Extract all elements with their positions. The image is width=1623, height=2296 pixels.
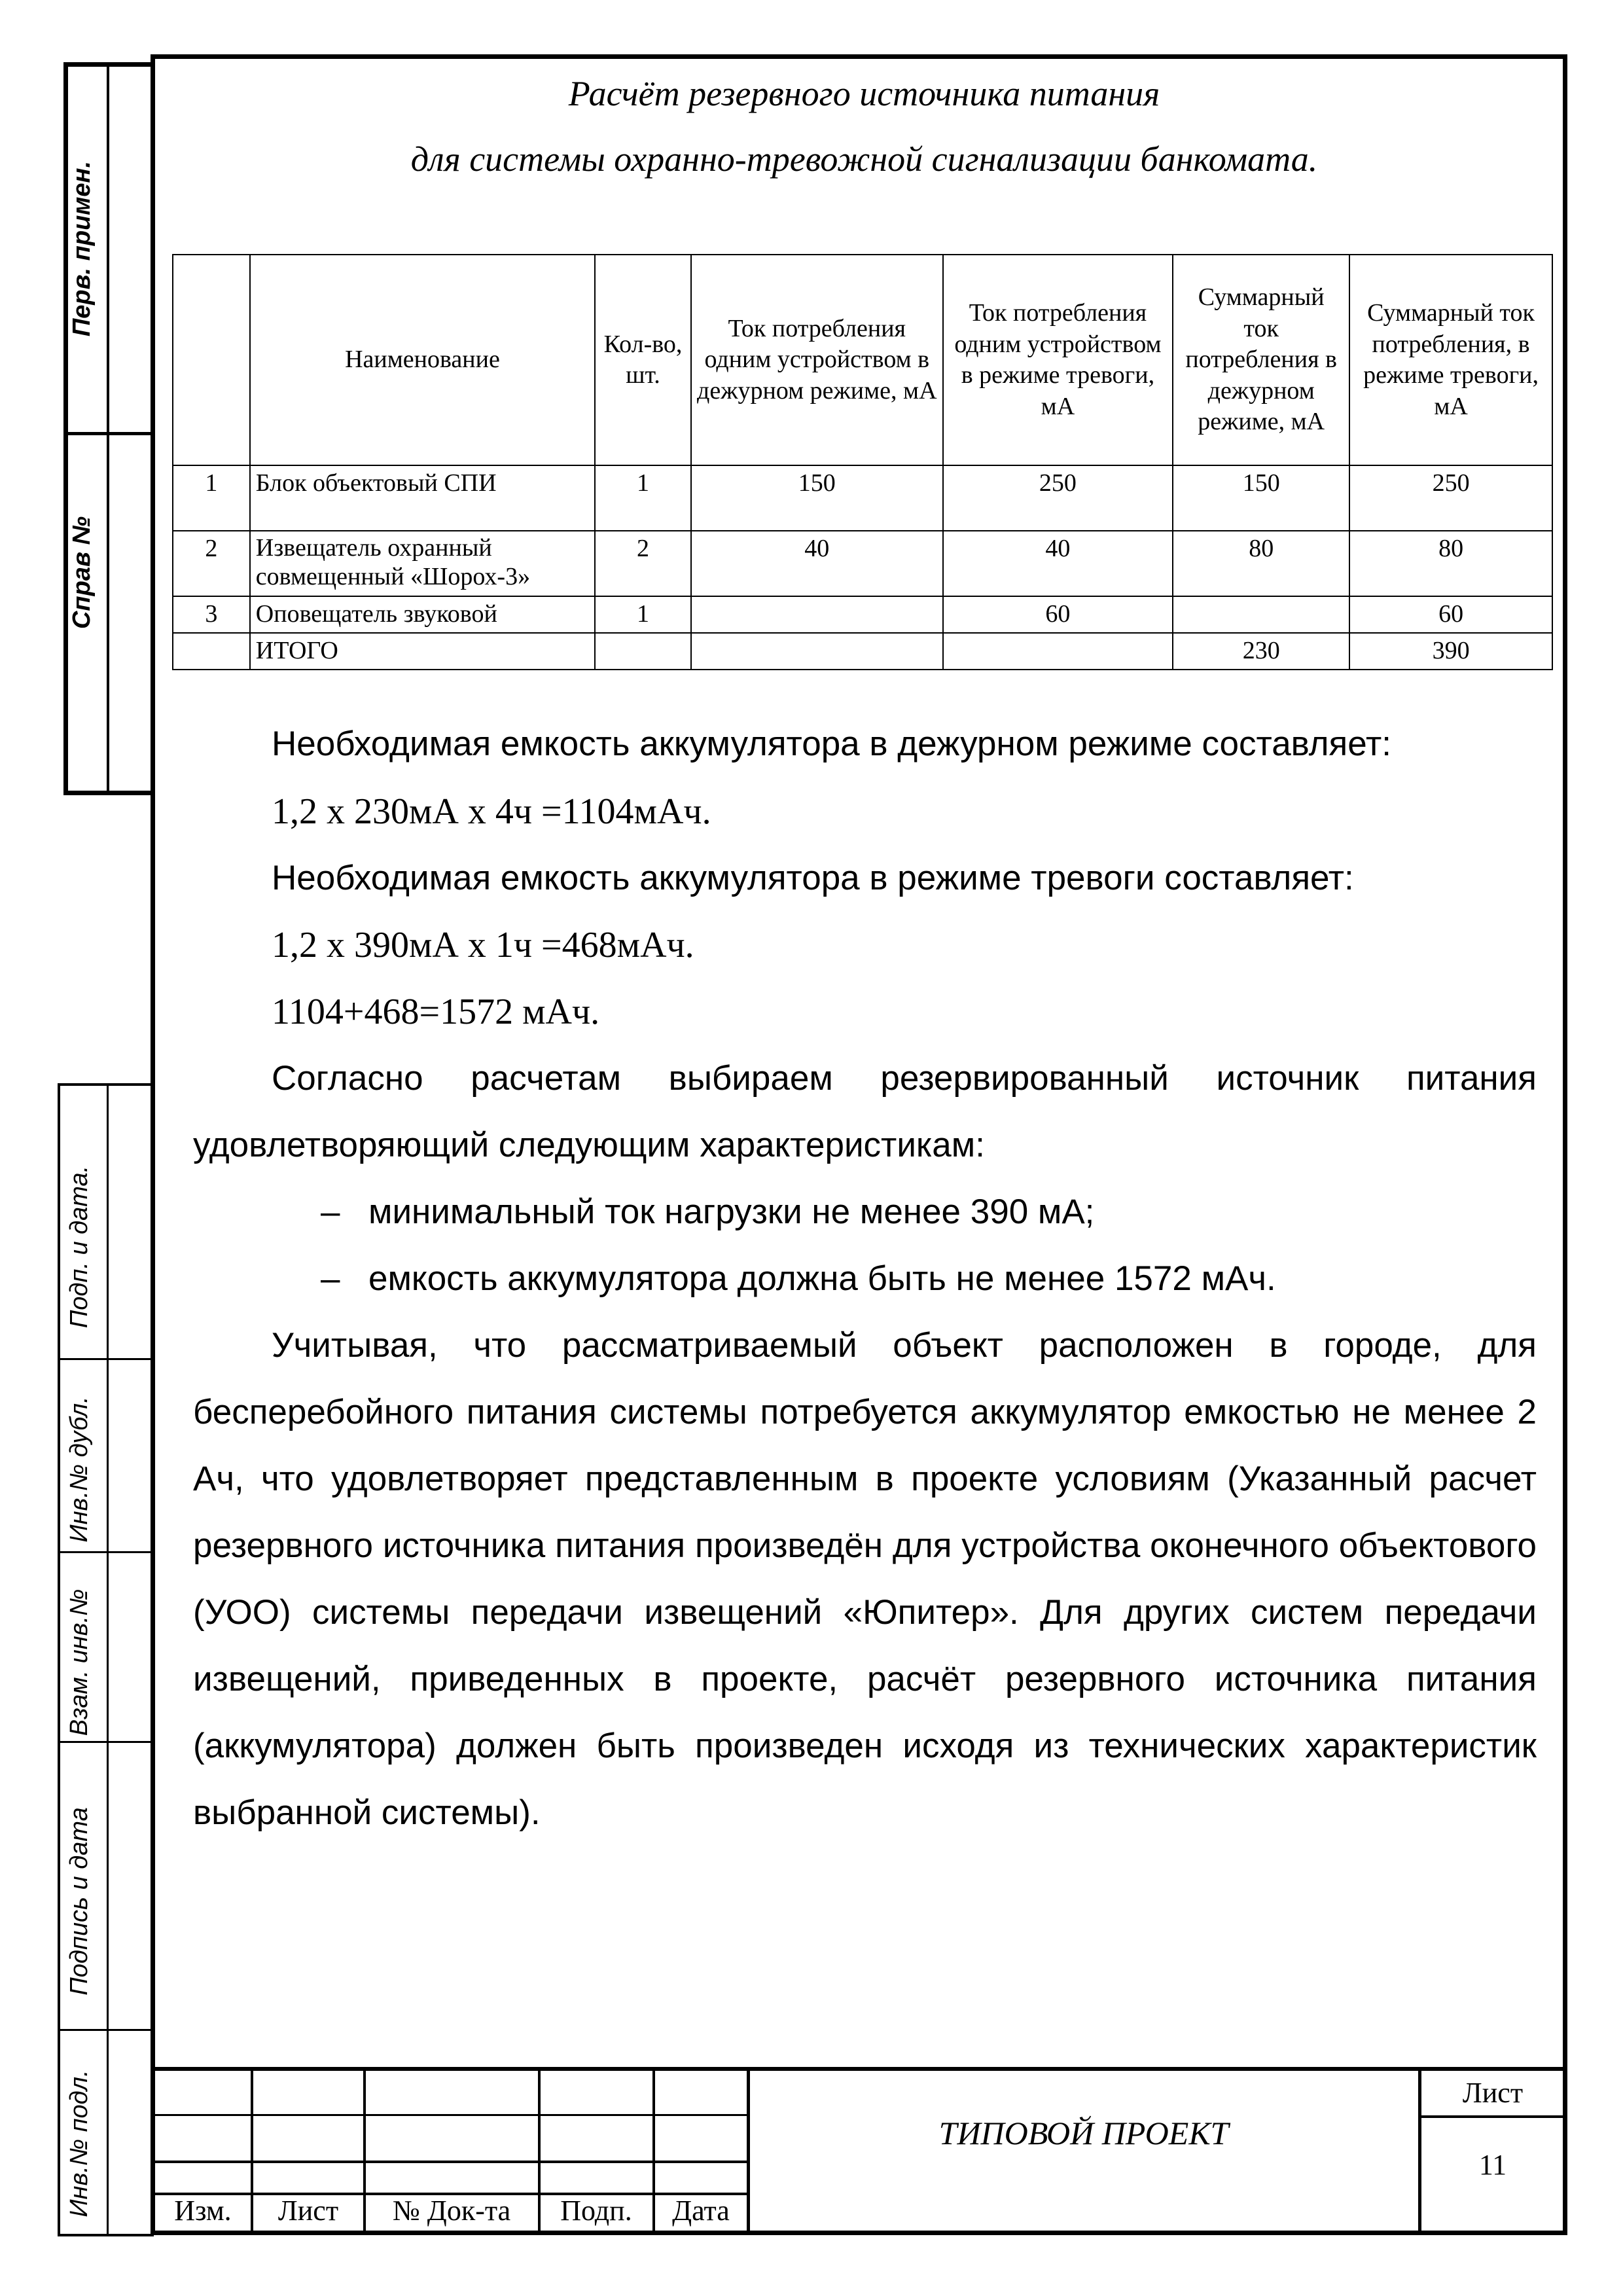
row-qty: 2 — [595, 531, 691, 596]
table-header-row — [173, 255, 1552, 465]
row-alarm: 250 — [943, 465, 1173, 531]
stamp-row-line-1 — [151, 2114, 749, 2116]
table-row — [173, 531, 1552, 596]
header-sum-duty: Суммарный ток потребления в дежурном режиме, мА — [1173, 255, 1349, 465]
stamp-data: Дата — [672, 2195, 730, 2227]
sidebar-sprav-no: Справ № — [68, 516, 96, 630]
bullet-mark-1: – — [321, 1193, 340, 1231]
stamp-sheet-number: 11 — [1478, 2149, 1507, 2181]
stamp-col-line-1 — [251, 2067, 253, 2235]
stamp-doc: № Док-та — [392, 2195, 511, 2227]
row-sum-alarm: 60 — [1349, 596, 1552, 633]
bullet-load-current: минимальный ток нагрузки не менее 390 мА; — [368, 1193, 1095, 1231]
row-num: 1 — [173, 465, 250, 531]
row-sum-alarm: 80 — [1349, 531, 1552, 596]
sidebar-bottom-divider — [107, 1083, 109, 2236]
row-qty: 1 — [595, 465, 691, 531]
row-name: ИТОГО — [250, 633, 595, 670]
row-name: Извещатель охранный совмещенный «Шорох-3» — [250, 531, 595, 596]
stamp-col-line-4 — [652, 2067, 655, 2235]
sidebar-inv-dubl: Инв.№ дубл. — [65, 1396, 93, 1543]
row-duty — [691, 596, 943, 633]
header-num — [173, 255, 250, 465]
text-alarm-capacity: Необходимая емкость аккумулятора в режиме тревоги составляет: — [272, 859, 1354, 897]
stamp-izm: Изм. — [174, 2195, 232, 2227]
power-table — [172, 254, 1553, 670]
sidebar-inv-podl: Инв.№ подл. — [65, 2070, 93, 2217]
row-alarm: 40 — [943, 531, 1173, 596]
title-line-2: для системы охранно-тревожной сигнализации банкомата. — [410, 139, 1318, 179]
sidebar-bottom-hline-1 — [58, 1358, 154, 1360]
row-sum-duty — [1173, 596, 1349, 633]
row-sum-duty: 230 — [1173, 633, 1349, 670]
header-sum-alarm: Суммарный ток потребления, в режиме тревоги, мА — [1349, 255, 1552, 465]
row-num: 3 — [173, 596, 250, 633]
sidebar-podp-data: Подп. и дата. — [65, 1165, 93, 1329]
row-qty: 1 — [595, 596, 691, 633]
stamp-row-line-2 — [151, 2161, 749, 2163]
bullet-battery-capacity: емкость аккумулятора должна быть не менее 1572 мАч. — [368, 1259, 1276, 1298]
row-duty — [691, 633, 943, 670]
header-name: Наименование — [250, 255, 595, 465]
text-duty-capacity: Необходимая емкость аккумулятора в дежурном режиме составляет: — [272, 725, 1391, 763]
row-name: Оповещатель звуковой — [250, 596, 595, 633]
row-sum-duty: 80 — [1173, 531, 1349, 596]
row-name: Блок объектовый СПИ — [250, 465, 595, 531]
sidebar-top-divider — [107, 62, 109, 795]
sidebar-top-hline — [63, 432, 155, 435]
row-num — [173, 633, 250, 670]
sidebar-perv-primen: Перв. примен. — [68, 160, 96, 337]
paragraph-selection: Согласно расчетам выбираем резервированный источник питания удовлетворяющий следующим характеристикам: — [193, 1059, 1537, 1164]
row-duty: 40 — [691, 531, 943, 596]
sidebar-bottom-hline-4 — [58, 2029, 154, 2031]
stamp-podp: Подп. — [560, 2195, 632, 2227]
row-sum-alarm: 250 — [1349, 465, 1552, 531]
header-duty: Ток потребления одним устройством в дежурном режиме, мА — [691, 255, 943, 465]
paragraph-conclusion: Учитывая, что рассматриваемый объект расположен в городе, для бесперебойного питания системы потребуется аккумулятор емкостью не менее 2 Ач, что удовлетворяет представленным в проекте условиям (Указанный расчет резервного источника питания произведён для устройства оконечного объектового (УОО) системы передачи извещений «Юпитер». Для других систем передачи извещений, приведенных в проекте, расчёт резервного источника питания (аккумулятора) должен быть произведен исходя из технических характеристик выбранной системы). — [193, 1326, 1537, 1832]
stamp-project-title: ТИПОВОЙ ПРОЕКТ — [938, 2115, 1229, 2151]
row-num: 2 — [173, 531, 250, 596]
sidebar-podpis-data: Подпись и дата — [65, 1807, 93, 1996]
row-alarm — [943, 633, 1173, 670]
text-duty-formula: 1,2 x 230мА x 4ч =1104мАч. — [272, 791, 711, 832]
row-duty: 150 — [691, 465, 943, 531]
table-row — [173, 465, 1552, 531]
title-line-1: Расчёт резервного источника питания — [568, 74, 1160, 113]
text-total-formula: 1104+468=1572 мАч. — [272, 992, 600, 1032]
stamp-list: Лист — [277, 2195, 339, 2227]
bullet-mark-2: – — [321, 1259, 340, 1298]
text-alarm-formula: 1,2 x 390мА x 1ч =468мАч. — [272, 925, 694, 965]
stamp-col-line-2 — [363, 2067, 366, 2235]
row-alarm: 60 — [943, 596, 1173, 633]
header-alarm: Ток потребления одним устройством в режиме тревоги, мА — [943, 255, 1173, 465]
header-qty: Кол-во, шт. — [595, 255, 691, 465]
row-sum-duty: 150 — [1173, 465, 1349, 531]
table-row-total — [173, 633, 1552, 670]
stamp-col-line-3 — [538, 2067, 541, 2235]
stamp-sheet-label: Лист — [1462, 2077, 1524, 2109]
stamp-sheet-line — [1418, 2115, 1567, 2118]
sidebar-vzam-inv: Взам. инв.№ — [65, 1588, 93, 1736]
row-qty — [595, 633, 691, 670]
table-row — [173, 596, 1552, 633]
row-sum-alarm: 390 — [1349, 633, 1552, 670]
